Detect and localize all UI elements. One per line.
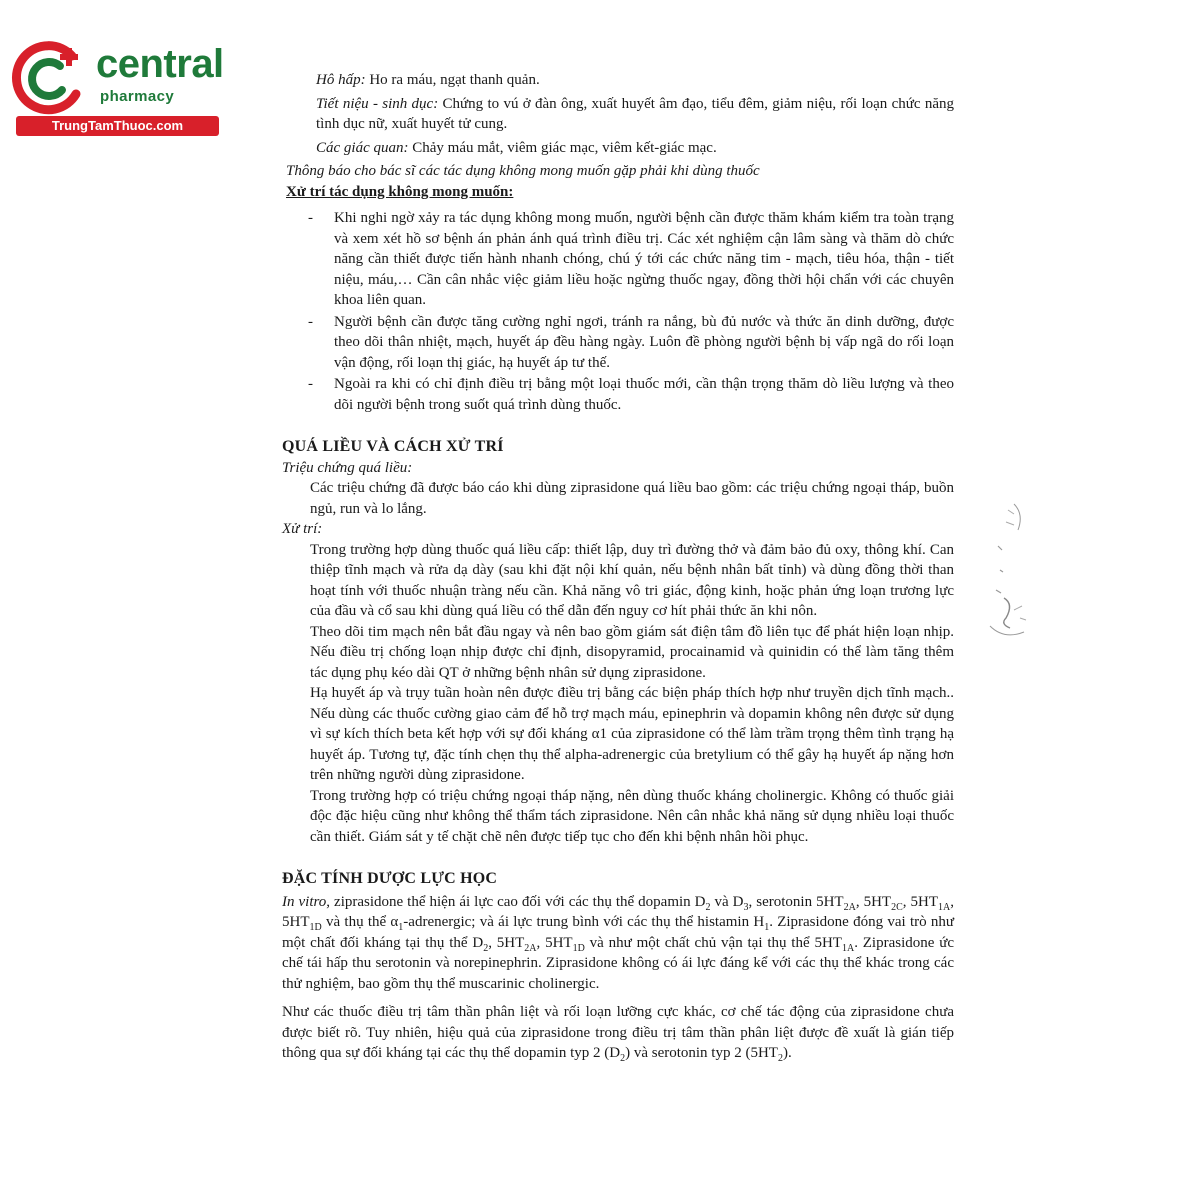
- management-heading: Xử trí tác dụng không mong muốn:: [286, 183, 514, 200]
- side-effect-urogenital: Tiết niệu - sinh dục: Chứng to vú ở đàn ông, xuất huyết âm đạo, tiểu đêm, giảm niệu, rối loạn chức năng tình dục nữ, xuất huyết tử cung.: [316, 95, 954, 132]
- central-pharmacy-logo[interactable]: [8, 36, 223, 140]
- dash-bullet: -: [308, 376, 313, 392]
- overdose-symptoms-label: Triệu chứng quá liều:: [282, 459, 413, 476]
- logo-name: central: [96, 42, 224, 86]
- overdose-treatment-p2: Theo dõi tim mạch nên bắt đầu ngay và nên bao gồm giám sát điện tâm đồ liên tục để phát hiện loạn nhịp. Nếu điều trị chống loạn nhịp được chỉ định, disopyramid, procainamid và quinidin có thể làm tăng thêm tác dụng phụ kéo dài QT ở những bệnh nhân sử dụng ziprasidone.: [310, 623, 954, 681]
- list-item: - Khi nghi ngờ xảy ra tác dụng không mong muốn, người bệnh cần được thăm khám kiểm tra toàn trạng và xem xét hồ sơ bệnh án phản ánh quá trình điều trị. Các xét nghiệm cận lâm sàng và thăm dò chức năng cần thiết được tiến hành nhanh chóng, chú ý tới các chức năng tim - mạch, tiêu hóa, thận - tiết niệu, máu,… Cần cân nhắc việc giảm liều hoặc ngừng thuốc ngay, đồng thời hội chẩn với các chuyên khoa liên quan.: [308, 210, 954, 308]
- pharmacodynamics-p2: Như các thuốc điều trị tâm thần phân liệt và rối loạn lưỡng cực khác, cơ chế tác động của ziprasidone chưa được biết rõ. Tuy nhiên, hiệu quả của ziprasidone trong điều trị tâm thần phân liệt được đề xuất là gián tiếp thông qua sự đối kháng tại các thụ thể dopamin typ 2 $(D_2)$ và serotonin typ 2 $(5HT_2)$.: [282, 1004, 954, 1064]
- overdose-treatment-label: Xử trí:: [282, 521, 323, 537]
- management-list: [282, 208, 954, 415]
- overdose-treatment-p1: Trong trường hợp dùng thuốc quá liều cấp: thiết lập, duy trì đường thở và đảm bảo đủ oxy, thông khí. Can thiệp tĩnh mạch và rửa dạ dày (sau khi đặt nội khí quản, nếu bệnh nhân bất tỉnh) và dùng đồng thời than hoạt tính với thuốc nhuận tràng nếu cần. Khả năng vô tri giác, động kinh, hoặc phản ứng loạn trương lực của đầu và cổ sau khi dùng quá liều có thể dẫn đến nguy cơ hít phải thức ăn khi nôn.: [310, 541, 954, 619]
- logo-url-banner[interactable]: TrungTamThuoc.com: [16, 116, 219, 136]
- overdose-heading: QUÁ LIỀU VÀ CÁCH XỬ TRÍ: [282, 438, 504, 455]
- central-pharmacy-c-cross-icon: [10, 40, 90, 116]
- side-effect-senses: Các giác quan: Chảy máu mắt, viêm giác mạc, viêm kết-giác mạc.: [316, 139, 717, 156]
- pharmacodynamics-heading: ĐẶC TÍNH DƯỢC LỰC HỌC: [282, 870, 498, 887]
- list-item: - Ngoài ra khi có chỉ định điều trị bằng một loại thuốc mới, cần thận trọng thăm dò liều lượng và theo dõi người bệnh trong suốt quá trình dùng thuốc.: [308, 376, 954, 413]
- dash-bullet: -: [308, 210, 313, 226]
- pharmacodynamics-p1: In vitro, ziprasidone thể hiện ái lực cao đối với các thụ thể dopamin $D_2$ và $D_3$, serotonin $5HT_{2A}$, $5HT_{2C}$, $5HT_{1A}$, $5HT_{1D}$ và thụ thể $\alpha_1$-adrenergic; và ái lực trung bình với các thụ thể histamin $H_1$. Ziprasidone đóng vai trò như một chất đối kháng tại thụ thể $D_2$, $5HT_{2A}$, $5HT_{1D}$ và như một chất chủ vận tại thụ thể $5HT_{1A}$. Ziprasidone ức chế tái hấp thu serotonin và norepinephrin. Ziprasidone không có ái lực đáng kể với các thụ thể khác trong các thử nghiệm, bao gồm thụ thể muscarinic cholinergic.: [282, 893, 955, 992]
- overdose-symptoms-text: Các triệu chứng đã được báo cáo khi dùng ziprasidone quá liều bao gồm: các triệu chứng ngoại tháp, buồn ngủ, run và lo lắng.: [310, 480, 954, 517]
- dash-bullet: -: [308, 313, 313, 330]
- logo-subtitle: pharmacy: [100, 88, 175, 105]
- document-page: [282, 70, 954, 1064]
- overdose-treatment-p3: Hạ huyết áp và trụy tuần hoàn nên được điều trị bằng các biện pháp thích hợp như truyền dịch tĩnh mạch.. Nếu dùng các thuốc cường giao cảm để hỗ trợ mạch máu, epinephrin và dopamin không nên được sử dụng vì sự kích thích beta kết hợp với sự đối kháng α1 của ziprasidone có thể làm trầm trọng thêm tình trạng hạ huyết áp. Tương tự, đặc tính chẹn thụ thể alpha-adrenergic của bretylium có thể gây hạ huyết áp nặng hơn trên những người dùng ziprasidone.: [310, 685, 954, 783]
- list-item: - Người bệnh cần được tăng cường nghỉ ngơi, tránh ra nắng, bù đủ nước và thức ăn dinh dưỡng, được theo dõi thân nhiệt, mạch, huyết áp đều hàng ngày. Luôn đề phòng người bệnh bị vấp ngã do rối loạn vận động, rối loạn thị giác, hạ huyết áp tư thế.: [308, 313, 954, 371]
- notice-text: Thông báo cho bác sĩ các tác dụng không mong muốn gặp phải khi dùng thuốc: [286, 163, 760, 179]
- margin-stamp-marks: [984, 500, 1030, 650]
- overdose-treatment-p4: Trong trường hợp có triệu chứng ngoại tháp nặng, nên dùng thuốc kháng cholinergic. Không có thuốc giải độc đặc hiệu cũng như không thể thẩm tách ziprasidone. Nên cân nhắc khả năng sử dụng nhiều loại thuốc cần thiết. Giám sát y tế chặt chẽ nên được tiếp tục cho đến khi bệnh nhân hồi phục.: [310, 787, 954, 845]
- side-effect-respiratory: Hô hấp: Ho ra máu, ngạt thanh quản.: [316, 72, 540, 88]
